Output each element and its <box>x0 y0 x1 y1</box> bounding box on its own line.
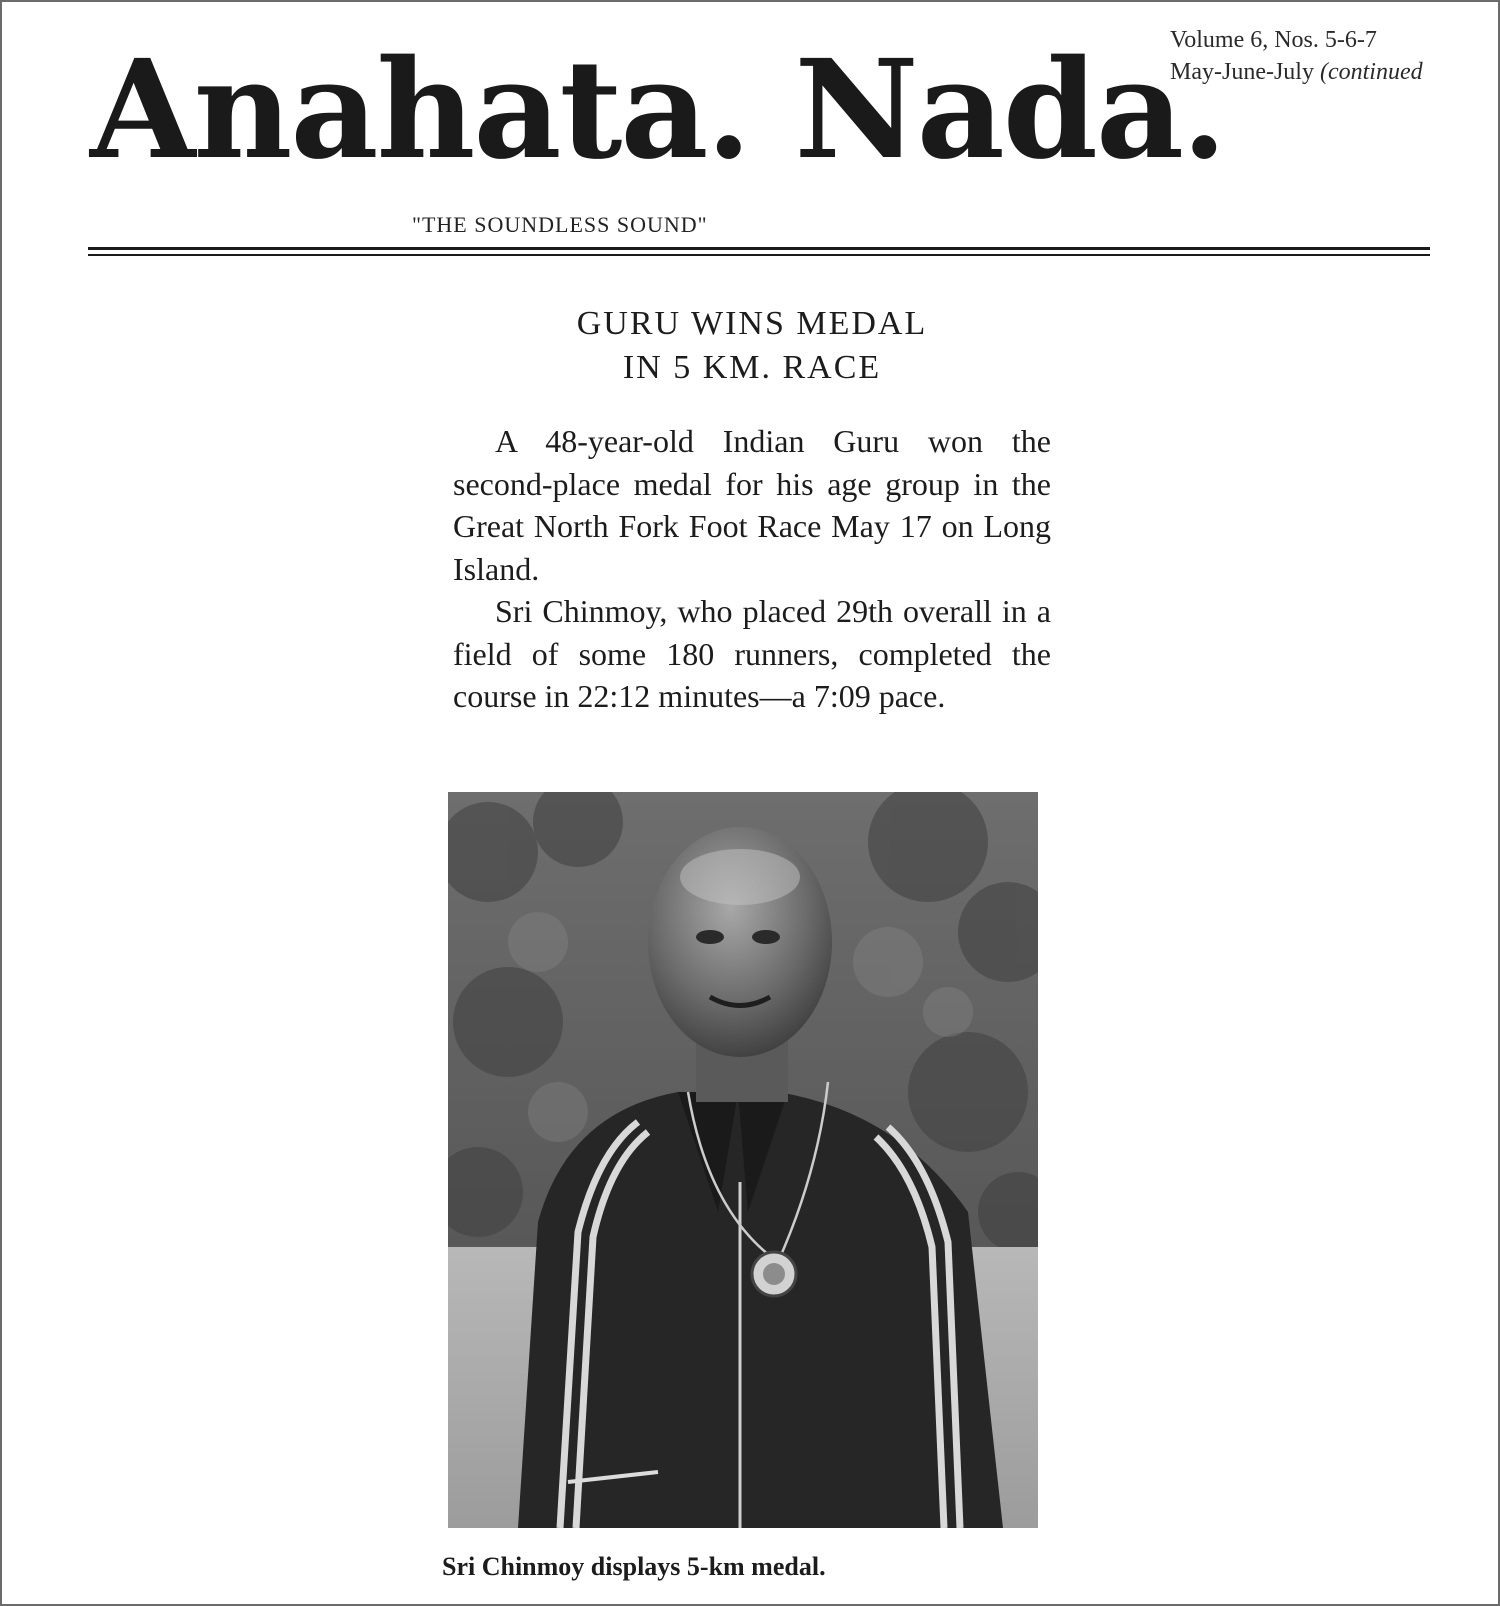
masthead-tagline: "THE SOUNDLESS SOUND" <box>412 212 708 237</box>
photo-illustration <box>448 792 1038 1528</box>
article-paragraph-2: Sri Chinmoy, who placed 29th overall in a field of some 180 runners, completed the course in 22:12 minutes—a 7:09 pace. <box>453 593 1051 714</box>
issue-continued: (continued <box>1319 59 1423 85</box>
issue-months: May-June-July <box>1170 59 1314 85</box>
masthead-title-part1: Anahata <box>90 30 707 190</box>
article-body <box>453 420 1051 718</box>
issue-info <box>1170 24 1423 88</box>
article-photo <box>448 792 1038 1528</box>
masthead-rule-bottom <box>88 254 1430 256</box>
headline-line-2: IN 5 KM. RACE <box>622 349 882 386</box>
issue-dates <box>1170 56 1423 88</box>
photo-caption: Sri Chinmoy displays 5-km medal. <box>442 1552 826 1581</box>
article-headline <box>452 302 1052 390</box>
masthead-title-part2: Nada <box>794 30 1183 190</box>
headline-line-1: GURU WINS MEDAL <box>576 305 928 342</box>
masthead-title: Anahata. Nada. <box>90 30 1225 190</box>
masthead-rule-top <box>88 247 1430 250</box>
article-paragraph-1: A 48-year-old Indian Guru won the second-place medal for his age group in the Great North Fork Foot Race May 17 on Long Island. <box>453 423 1051 587</box>
issue-volume: Volume 6, Nos. 5-6-7 <box>1170 27 1377 53</box>
